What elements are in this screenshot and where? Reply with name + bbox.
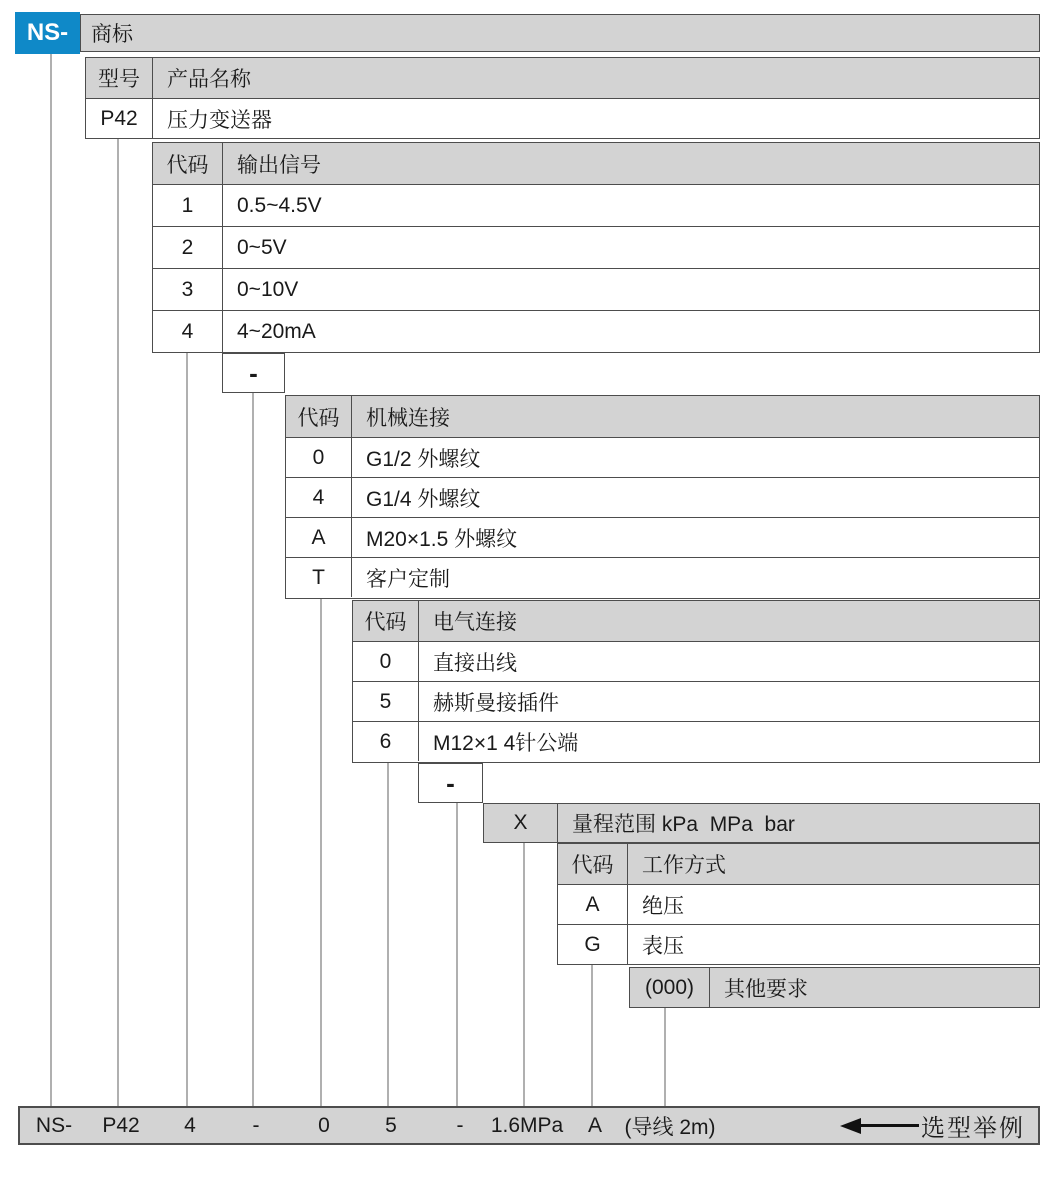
other-requirements-label: 其他要求: [724, 977, 808, 1001]
separator-cell-1: [222, 353, 285, 393]
working-mode-column-header: 工作方式: [642, 854, 726, 877]
row-code: 2: [153, 227, 223, 268]
table-row: [353, 681, 1039, 721]
row-desc: 赫斯曼接插件: [433, 691, 559, 715]
brand-prefix: NS-: [26, 19, 69, 46]
example-value-range: 1.6MPa: [490, 1113, 564, 1137]
mechanical-column-header: 机械连接: [366, 406, 450, 430]
row-desc: M20×1.5 外螺纹: [366, 527, 518, 551]
table-row: [353, 641, 1039, 681]
table-row: [153, 268, 1039, 310]
range-code: X: [484, 804, 558, 842]
example-label: 选型举例: [921, 1115, 1025, 1142]
row-code: 0: [286, 438, 352, 477]
connector-line-working-mode: [591, 964, 593, 1106]
connector-line-brand: [50, 54, 52, 1106]
output-signal-column-header: 输出信号: [237, 153, 321, 177]
example-value-mode: A: [587, 1113, 603, 1137]
table-row: [153, 310, 1039, 352]
output-signal-table: [152, 142, 1040, 353]
example-value-dash1: -: [252, 1113, 260, 1137]
separator-dash: -: [249, 357, 258, 388]
brand-prefix-box: [15, 12, 80, 54]
electrical-connection-table: [352, 600, 1040, 763]
example-value-electrical: 5: [385, 1113, 397, 1137]
working-mode-table: [557, 843, 1040, 965]
connector-line-range: [523, 843, 525, 1106]
table-row: [558, 884, 1039, 924]
connector-line-other: [664, 1008, 666, 1106]
row-desc: G1/2 外螺纹: [366, 447, 481, 471]
table-row: [286, 437, 1039, 477]
mechanical-connection-table: [285, 395, 1040, 599]
example-value-output: 4: [184, 1113, 196, 1137]
row-code: 6: [353, 722, 419, 761]
row-desc: 4~20mA: [237, 319, 316, 343]
other-requirements-row: [629, 967, 1040, 1008]
row-code: A: [286, 518, 352, 557]
row-desc: 0~5V: [237, 235, 287, 259]
row-code: 4: [286, 478, 352, 517]
row-desc: M12×1 4针公端: [433, 731, 579, 755]
table-row: [558, 924, 1039, 964]
row-desc: 0.5~4.5V: [237, 193, 322, 217]
row-code: 3: [153, 269, 223, 310]
other-requirements-code: (000): [630, 968, 710, 1007]
row-desc: 客户定制: [366, 567, 450, 591]
table-row: [153, 184, 1039, 226]
row-desc: 直接出线: [433, 651, 517, 675]
separator-cell-2: [418, 763, 483, 803]
example-value-dash2: -: [456, 1113, 464, 1137]
code-column-header: 代码: [286, 396, 352, 437]
trademark-label: 商标: [91, 23, 133, 46]
example-value-mechanical: 0: [318, 1113, 330, 1137]
row-code: 4: [153, 311, 223, 352]
separator-dash: -: [446, 767, 455, 798]
table-row: [86, 98, 1039, 138]
connector-line-mechanical: [320, 599, 322, 1106]
code-column-header: 代码: [353, 601, 419, 641]
product-name: 压力变送器: [167, 108, 272, 132]
trademark-row: [80, 14, 1040, 52]
model-code: P42: [86, 99, 153, 138]
row-code: 1: [153, 185, 223, 226]
product-name-column-header: 产品名称: [167, 68, 251, 91]
electrical-column-header: 电气连接: [433, 611, 517, 634]
code-column-header: 代码: [153, 143, 223, 184]
code-column-header: 代码: [558, 844, 628, 884]
connector-line-electrical: [387, 763, 389, 1106]
table-row: [153, 226, 1039, 268]
model-table: [85, 57, 1040, 139]
row-code: 0: [353, 642, 419, 681]
example-value-brand: NS-: [35, 1113, 73, 1137]
example-value-model: P42: [102, 1113, 140, 1137]
row-desc: 绝压: [642, 894, 684, 918]
connector-line-model: [117, 139, 119, 1106]
row-code: T: [286, 558, 352, 597]
connector-line-separator2: [456, 803, 458, 1106]
row-desc: 0~10V: [237, 277, 299, 301]
connector-line-output-signal: [186, 353, 188, 1106]
row-code: A: [558, 885, 628, 924]
row-code: 5: [353, 682, 419, 721]
row-code: G: [558, 925, 628, 964]
example-value-other: (导线 2m): [624, 1115, 716, 1139]
row-desc: 表压: [642, 934, 684, 958]
range-row: [483, 803, 1040, 843]
row-desc: G1/4 外螺纹: [366, 487, 481, 511]
model-column-header: 型号: [86, 58, 153, 98]
table-row: [286, 557, 1039, 597]
table-row: [286, 517, 1039, 557]
range-label: 量程范围 kPa MPa bar: [572, 813, 795, 836]
table-row: [353, 721, 1039, 761]
example-arrow-icon: [840, 1108, 919, 1143]
example-bar: [18, 1106, 1040, 1145]
connector-line-separator1: [252, 393, 254, 1106]
table-row: [286, 477, 1039, 517]
